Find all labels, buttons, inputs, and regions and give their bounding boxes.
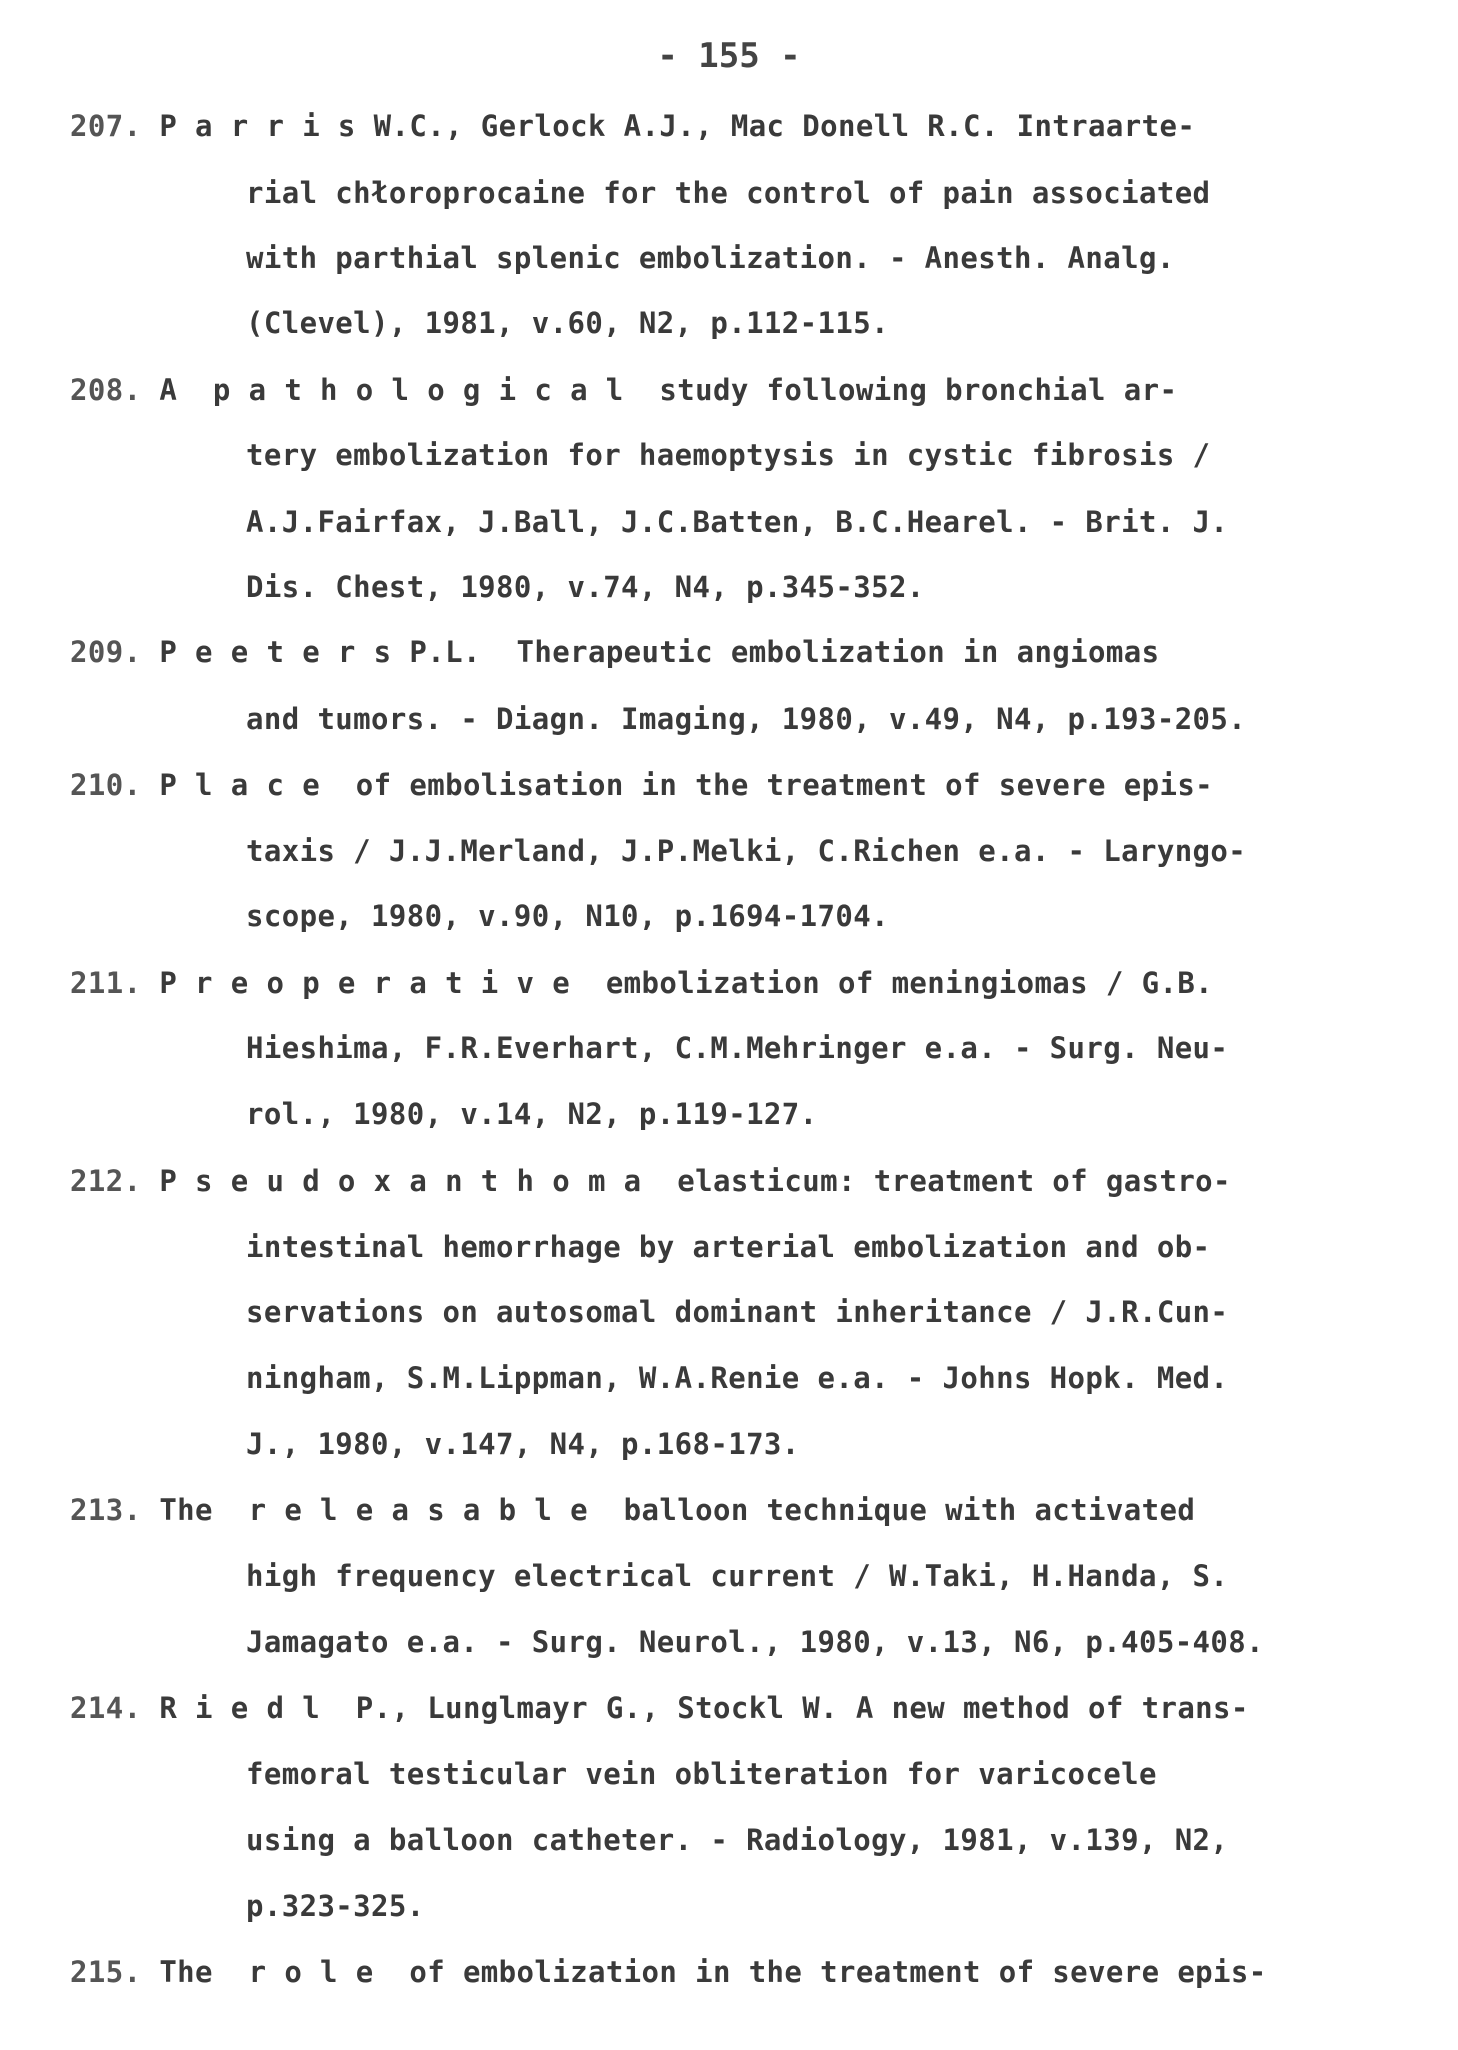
reference-text: using a balloon catheter. - Radiology, 1981, v.139, N2,: [246, 1823, 1229, 1857]
reference-text: embolization of meningiomas / G.B.: [570, 966, 1214, 1000]
spaced-heading-word: P a r r i s: [159, 109, 356, 143]
reference-entry-start: [70, 765, 1213, 805]
reference-text: P., Lunglmayr G., Stockl W. A new method of trans-: [320, 1691, 1249, 1725]
reference-text: balloon technique with activated: [587, 1493, 1196, 1527]
reference-number: 214.: [70, 1691, 160, 1725]
spaced-heading-word: The r o l e: [159, 1955, 374, 1989]
reference-continuation-line: [246, 1424, 800, 1464]
reference-continuation-line: [246, 435, 1210, 475]
reference-text: femoral testicular vein obliteration for varicocele: [246, 1757, 1157, 1791]
reference-text: W.C., Gerlock A.J., Mac Donell R.C. Intraarte-: [355, 109, 1196, 143]
reference-continuation-line: [246, 1556, 1228, 1596]
reference-continuation-line: [246, 303, 889, 343]
reference-number: 215.: [70, 1955, 160, 1989]
reference-text: of embolisation in the treatment of severe epis-: [320, 768, 1214, 802]
reference-number: 212.: [70, 1164, 160, 1198]
reference-entry-start: [70, 963, 1213, 1003]
reference-continuation-line: [246, 1227, 1210, 1267]
reference-continuation-line: [246, 1754, 1157, 1794]
reference-entry-start: [70, 632, 1159, 672]
reference-entry-start: [70, 370, 1177, 410]
reference-continuation-line: [246, 1028, 1228, 1068]
reference-continuation-line: [246, 502, 1228, 542]
reference-text: p.323-325.: [246, 1889, 425, 1923]
spaced-heading-word: A p a t h o l o g i c a l: [159, 373, 624, 407]
reference-continuation-line: [246, 1820, 1228, 1860]
spaced-heading-word: P r e o p e r a t i v e: [159, 966, 571, 1000]
reference-entry-start: [70, 1688, 1249, 1728]
reference-text: rial chłoroprocaine for the control of pain associated: [246, 176, 1211, 210]
reference-text: Jamagato e.a. - Surg. Neurol., 1980, v.13, N6, p.405-408.: [246, 1625, 1264, 1659]
reference-number: 207.: [70, 109, 160, 143]
reference-continuation-line: [246, 1886, 425, 1926]
reference-text: scope, 1980, v.90, N10, p.1694-1704.: [246, 899, 889, 933]
spaced-heading-word: P e e t e r s: [159, 635, 392, 669]
reference-continuation-line: [246, 567, 925, 607]
reference-text: A.J.Fairfax, J.Ball, J.C.Batten, B.C.Hearel. - Brit. J.: [246, 505, 1229, 539]
reference-text: ningham, S.M.Lippman, W.A.Renie e.a. - Johns Hopk. Med.: [246, 1361, 1229, 1395]
reference-text: servations on autosomal dominant inheritance / J.R.Cun-: [246, 1295, 1229, 1329]
reference-entry-start: [70, 1490, 1195, 1530]
reference-text: study following bronchial ar-: [623, 373, 1178, 407]
reference-text: taxis / J.J.Merland, J.P.Melki, C.Richen e.a. - Laryngo-: [246, 834, 1247, 868]
reference-continuation-line: [246, 173, 1210, 213]
reference-text: J., 1980, v.147, N4, p.168-173.: [246, 1427, 800, 1461]
reference-text: with parthial splenic embolization. - Anesth. Analg.: [246, 241, 1175, 275]
reference-text: P.L. Therapeutic embolization in angiomas: [391, 635, 1160, 669]
spaced-heading-word: P l a c e: [159, 768, 321, 802]
reference-text: intestinal hemorrhage by arterial embolization and ob-: [246, 1230, 1211, 1264]
reference-entry-start: [70, 1161, 1231, 1201]
reference-continuation-line: [246, 1358, 1228, 1398]
reference-text: Hieshima, F.R.Everhart, C.M.Mehringer e.a. - Surg. Neu-: [246, 1031, 1229, 1065]
reference-text: elasticum: treatment of gastro-: [641, 1164, 1231, 1198]
spaced-heading-word: The r e l e a s a b l e: [159, 1493, 588, 1527]
reference-entry-start: [70, 106, 1195, 146]
reference-number: 209.: [70, 635, 160, 669]
reference-number: 213.: [70, 1493, 160, 1527]
reference-text: Dis. Chest, 1980, v.74, N4, p.345-352.: [246, 570, 925, 604]
spaced-heading-word: P s e u d o x a n t h o m a: [159, 1164, 642, 1198]
reference-number: 210.: [70, 768, 160, 802]
reference-number: 211.: [70, 966, 160, 1000]
reference-continuation-line: [246, 1622, 1264, 1662]
reference-continuation-line: [246, 1094, 818, 1134]
reference-continuation-line: [246, 896, 889, 936]
reference-number: 208.: [70, 373, 160, 407]
page-number: - 155 -: [657, 36, 801, 76]
reference-continuation-line: [246, 1292, 1228, 1332]
reference-continuation-line: [246, 699, 1246, 739]
reference-text: high frequency electrical current / W.Taki, H.Handa, S.: [246, 1559, 1229, 1593]
spaced-heading-word: R i e d l: [159, 1691, 321, 1725]
reference-text: and tumors. - Diagn. Imaging, 1980, v.49, N4, p.193-205.: [246, 702, 1247, 736]
reference-text: (Clevel), 1981, v.60, N2, p.112-115.: [246, 306, 889, 340]
reference-entry-start: [70, 1952, 1267, 1992]
reference-text: rol., 1980, v.14, N2, p.119-127.: [246, 1097, 818, 1131]
reference-text: tery embolization for haemoptysis in cystic fibrosis /: [246, 438, 1211, 472]
reference-continuation-line: [246, 238, 1175, 278]
reference-text: of embolization in the treatment of severe epis-: [373, 1955, 1267, 1989]
reference-continuation-line: [246, 831, 1246, 871]
